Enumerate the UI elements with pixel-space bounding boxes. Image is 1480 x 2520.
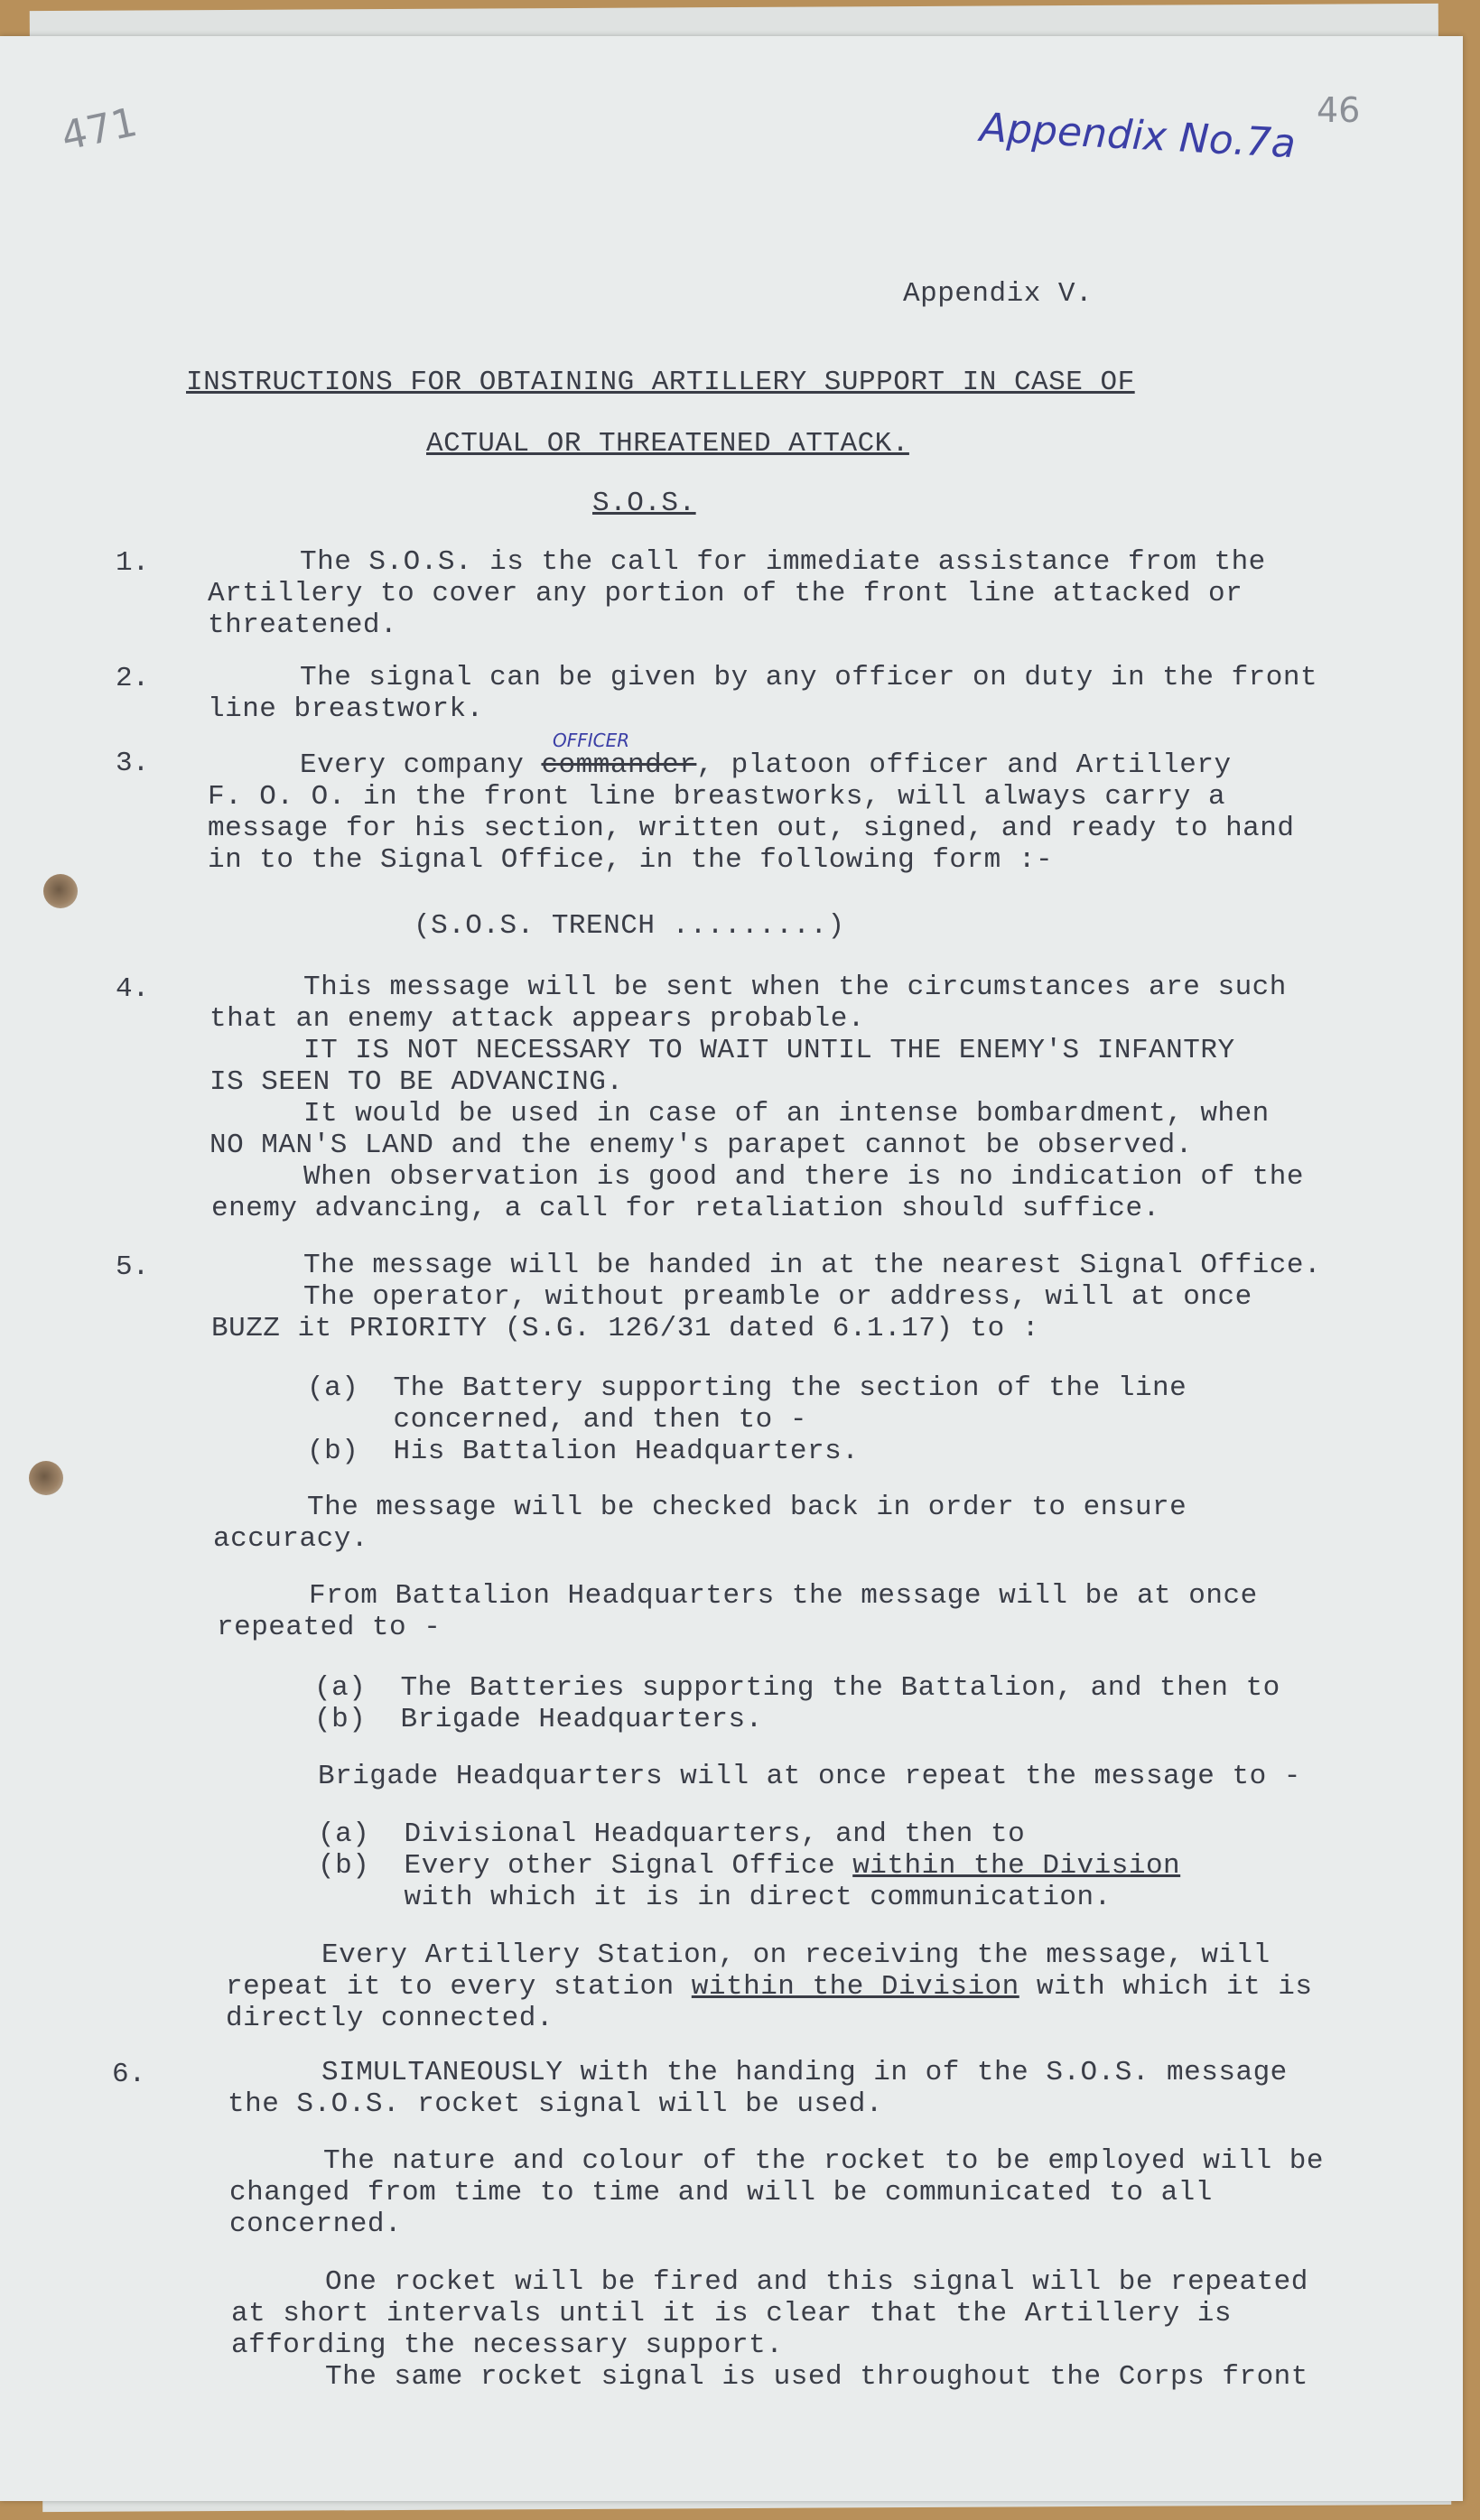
para-5-item-a-1: (a) The Battery supporting the section of the line	[307, 1372, 1187, 1404]
para-4-line-3: IT IS NOT NECESSARY TO WAIT UNTIL THE ENEMY'S INFANTRY	[303, 1035, 1235, 1066]
handwritten-appendix-number: Appendix No.7a	[978, 104, 1297, 168]
para-1-line-3: threatened.	[208, 609, 398, 641]
para-3-line-2: F. O. O. in the front line breastworks, will always carry a	[208, 781, 1226, 813]
para-5-battalion-2: repeated to -	[217, 1612, 442, 1643]
para-6-rocket-2: changed from time to time and will be communicated to all	[229, 2177, 1213, 2208]
para-5-line-1: The message will be handed in at the nearest Signal Office.	[303, 1250, 1322, 1281]
para-5-division-b-cont: with which it is in direct communication.	[318, 1882, 1112, 1913]
para-5-division-b: (b) Every other Signal Office within the Division	[318, 1850, 1181, 1882]
para-4-line-2: that an enemy attack appears probable.	[209, 1003, 865, 1035]
para-6-fire-3: affording the necessary support.	[231, 2329, 784, 2361]
para-6-fire-1: One rocket will be fired and this signal will be repeated	[325, 2266, 1308, 2298]
para-4-line-8: enemy advancing, a call for retaliation should suffice.	[211, 1193, 1160, 1224]
title-line-1: INSTRUCTIONS FOR OBTAINING ARTILLERY SUPPORT IN CASE OF	[186, 367, 1135, 398]
para-5-repeat-a: (a) The Batteries supporting the Battalion, and then to	[314, 1672, 1280, 1704]
para-6-line-1: SIMULTANEOUSLY with the handing in of the S.O.S. message	[321, 2057, 1288, 2088]
para-5-item-a-2: concerned, and then to -	[307, 1404, 807, 1436]
para-5-number: 5.	[116, 1251, 150, 1283]
para-4-line-5: It would be used in case of an intense bombardment, when	[303, 1098, 1270, 1130]
para-6-line-2: the S.O.S. rocket signal will be used.	[228, 2088, 883, 2120]
para-6-number: 6.	[112, 2059, 146, 2090]
appendix-label: Appendix V.	[903, 278, 1094, 310]
para-6-fire-4: The same rocket signal is used throughout the Corps front	[325, 2361, 1308, 2393]
para-1-line-1: The S.O.S. is the call for immediate assistance from the	[300, 546, 1266, 578]
document-page	[0, 36, 1463, 2501]
para-5-division-a: (a) Divisional Headquarters, and then to	[318, 1818, 1026, 1850]
pencil-folio-right: 46	[1317, 90, 1361, 130]
title-line-2: ACTUAL OR THREATENED ATTACK.	[426, 428, 909, 460]
para-4-line-6: NO MAN'S LAND and the enemy's parapet cannot be observed.	[209, 1130, 1193, 1161]
para-5-artillery-2: repeat it to every station within the Division with which it is	[226, 1971, 1313, 2003]
para-2-number: 2.	[116, 663, 150, 694]
para-5-line-2: The operator, without preamble or address, will at once	[303, 1281, 1252, 1313]
sos-trench-form: (S.O.S. TRENCH .........)	[414, 910, 845, 942]
para-4-line-1: This message will be sent when the circumstances are such	[303, 972, 1287, 1003]
para-3-line-1: Every company commander, platoon officer and Artillery	[300, 749, 1232, 781]
handwritten-officer-insert: OFFICER	[553, 730, 630, 751]
para-5-repeat-b: (b) Brigade Headquarters.	[314, 1704, 763, 1735]
para-1-line-2: Artillery to cover any portion of the front line attacked or	[208, 578, 1243, 609]
para-3-number: 3.	[116, 748, 150, 779]
para-6-rocket-1: The nature and colour of the rocket to be employed will be	[323, 2145, 1324, 2177]
para-5-artillery-3: directly connected.	[226, 2003, 554, 2034]
para-5-check-1: The message will be checked back in order to ensure	[307, 1492, 1187, 1523]
para-4-line-7: When observation is good and there is no indication of the	[303, 1161, 1304, 1193]
pencil-folio-left: 471	[57, 98, 142, 161]
para-6-rocket-3: concerned.	[229, 2208, 403, 2240]
para-4-line-4: IS SEEN TO BE ADVANCING.	[209, 1066, 624, 1098]
para-2-line-2: line breastwork.	[208, 693, 484, 725]
para-6-fire-2: at short intervals until it is clear that the Artillery is	[231, 2298, 1232, 2329]
para-3-line-4: in to the Signal Office, in the following form :-	[208, 844, 1054, 876]
title-sos: S.O.S.	[592, 488, 696, 519]
para-1-number: 1.	[116, 547, 150, 579]
para-5-line-3: BUZZ it PRIORITY (S.G. 126/31 dated 6.1.17) to :	[211, 1313, 1039, 1344]
punch-hole-top	[43, 874, 78, 908]
para-3-line-3: message for his section, written out, signed, and ready to hand	[208, 813, 1295, 844]
para-5-check-2: accuracy.	[213, 1523, 368, 1555]
para-5-item-b: (b) His Battalion Headquarters.	[307, 1436, 860, 1467]
para-5-brigade: Brigade Headquarters will at once repeat the message to -	[318, 1761, 1301, 1792]
para-5-artillery-1: Every Artillery Station, on receiving the message, will	[321, 1939, 1271, 1971]
punch-hole-bottom	[29, 1461, 63, 1495]
para-4-number: 4.	[116, 973, 150, 1005]
para-5-battalion-1: From Battalion Headquarters the message will be at once	[309, 1580, 1258, 1612]
para-2-line-1: The signal can be given by any officer on duty in the front	[300, 662, 1318, 693]
